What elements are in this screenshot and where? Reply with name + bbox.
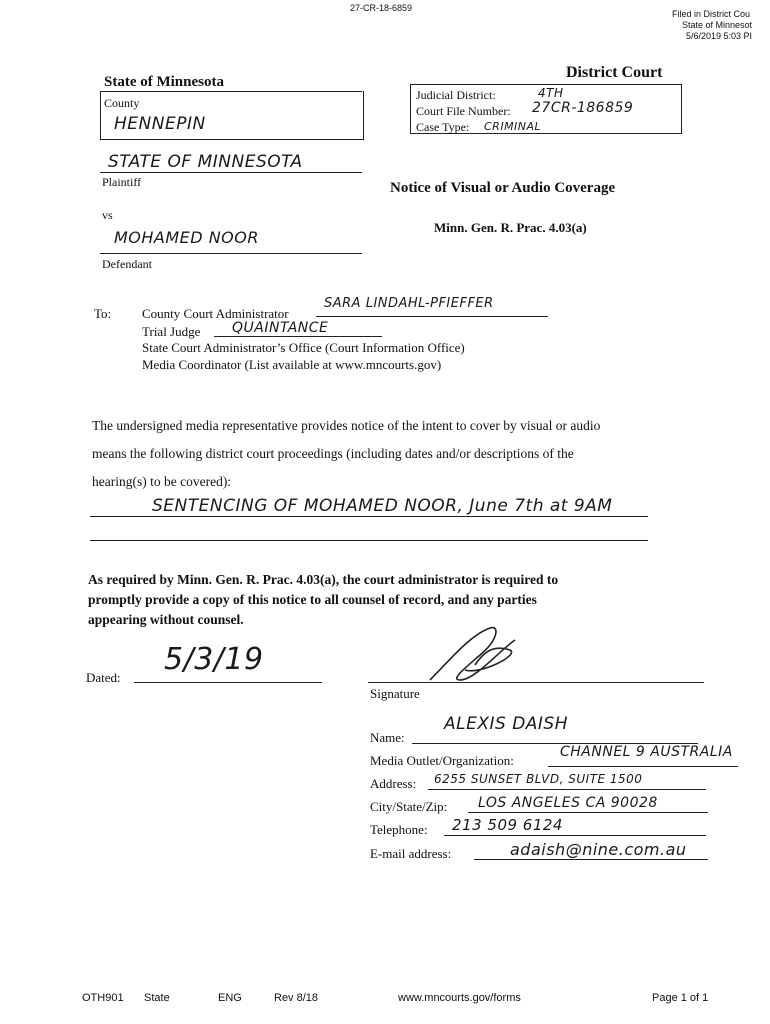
judicial-district-label: Judicial District: [416,88,496,102]
case-type-value: CRIMINAL [484,120,542,133]
state-office-line: State Court Administrator’s Office (Court Information Office) [142,340,465,355]
body-line-2: means the following district court proceedings (including dates and/or descriptions of the [92,446,574,461]
outlet-label: Media Outlet/Organization: [370,753,514,768]
state-heading: State of Minnesota [104,74,224,90]
footer-url: www.mncourts.gov/forms [398,992,521,1004]
email-value: adaish@nine.com.au [510,840,687,859]
filed-stamp-line3: 5/6/2019 5:03 PI [686,31,753,41]
court-file-label: Court File Number: [416,104,511,118]
address-label: Address: [370,776,417,791]
court-file-value: 27CR-186859 [532,100,634,116]
defendant-line [100,253,362,254]
county-label: County [104,96,140,110]
rule-citation: Minn. Gen. R. Prac. 4.03(a) [434,220,587,235]
hearing-description: SENTENCING OF MOHAMED NOOR, June 7th at 9AM [152,496,613,516]
plaintiff-label: Plaintiff [102,175,142,189]
city-line [468,812,708,813]
email-label: E-mail address: [370,846,452,861]
footer-page: Page 1 of 1 [652,992,709,1004]
dated-line [134,682,322,683]
filed-stamp-line1: Filed in District Cou [672,9,751,19]
name-value: ALEXIS DAISH [444,714,569,734]
phone-value: 213 509 6124 [452,816,563,834]
defendant-label: Defendant [102,257,152,271]
footer-form-code: OTH901 [82,992,124,1004]
judge-value: QUAINTANCE [232,320,329,336]
case-number-stamp: 27-CR-18-6859 [350,3,413,13]
name-label: Name: [370,730,405,745]
judge-line [214,336,382,337]
judicial-district-value: 4TH [538,86,564,100]
signature-label: Signature [370,686,420,701]
to-label: To: [94,306,112,321]
footer-state: State [144,992,170,1004]
plaintiff-value: STATE OF MINNESOTA [108,152,303,172]
footer-lang: ENG [218,992,242,1004]
court-heading: District Court [566,64,663,81]
requirement-line-1: As required by Minn. Gen. R. Prac. 4.03(a), the court administrator is required to [88,572,559,587]
requirement-line-3: appearing without counsel. [88,612,244,627]
vs-label: vs [102,208,113,222]
notice-title: Notice of Visual or Audio Coverage [390,180,616,196]
city-label: City/State/Zip: [370,799,448,814]
admin-line [316,316,548,317]
case-type-label: Case Type: [416,120,470,134]
filed-stamp-line2: State of Minnesot [682,20,753,30]
media-coordinator-line: Media Coordinator (List available at www.mncourts.gov) [142,357,442,372]
outlet-value: CHANNEL 9 AUSTRALIA [560,744,733,760]
phone-line [444,835,706,836]
hearing-line-2 [90,540,648,541]
plaintiff-line [100,172,362,173]
signature-line [368,682,704,683]
phone-label: Telephone: [370,822,428,837]
email-line [474,859,708,860]
footer-rev: Rev 8/18 [274,992,319,1004]
address-value: 6255 SUNSET BLVD, SUITE 1500 [434,772,643,786]
dated-label: Dated: [86,670,121,685]
body-line-1: The undersigned media representative provides notice of the intent to cover by visual or audio [92,418,601,433]
outlet-line [548,766,738,767]
body-line-3: hearing(s) to be covered): [92,474,232,489]
dated-value: 5/3/19 [164,642,264,677]
hearing-line-1 [90,516,648,517]
city-value: LOS ANGELES CA 90028 [478,795,658,811]
defendant-value: MOHAMED NOOR [114,228,259,247]
county-value: HENNEPIN [114,114,206,134]
requirement-line-2: promptly provide a copy of this notice to all counsel of record, and any parties [88,592,537,607]
address-line [428,789,706,790]
judge-label: Trial Judge [142,324,201,339]
admin-value: SARA LINDAHL-PFIEFFER [324,296,494,311]
admin-label: County Court Administrator [142,306,289,321]
